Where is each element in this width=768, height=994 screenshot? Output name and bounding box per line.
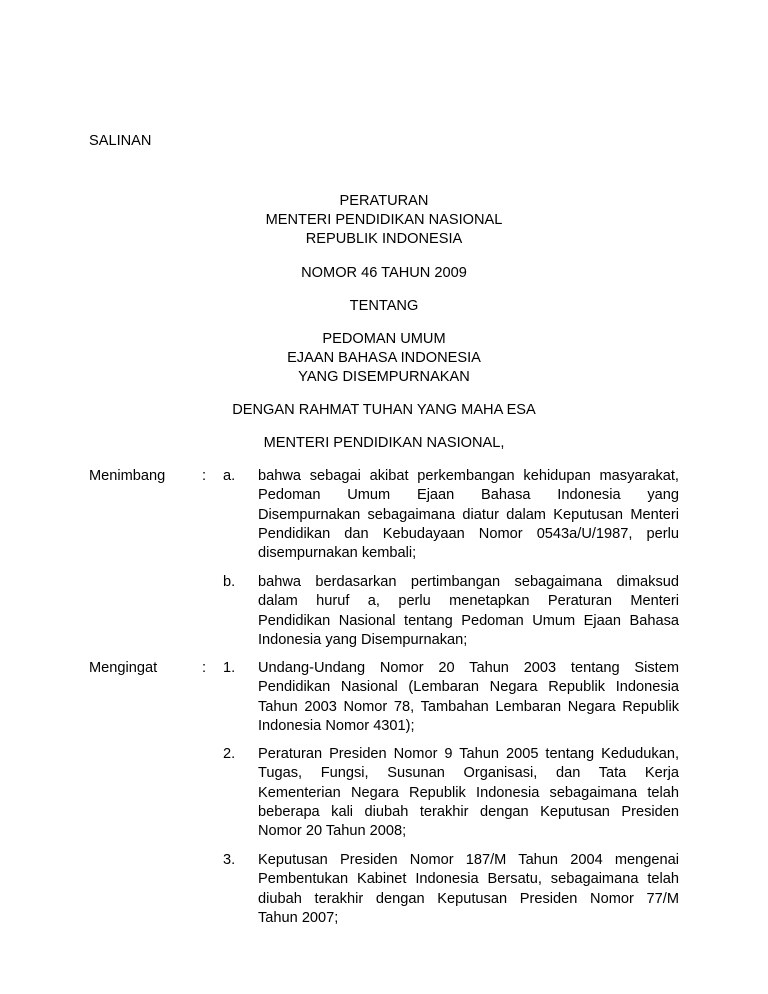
- menimbang-marker-a: a.: [223, 468, 236, 484]
- mengingat-item-1: [258, 659, 679, 736]
- para-line: beberapa kali diubah terakhir dengan Keputusan Presiden: [258, 803, 679, 820]
- para-line: bahwa berdasarkan pertimbangan sebagaimana dimaksud: [258, 574, 679, 590]
- para-line: Pembentukan Kabinet Indonesia Bersatu, sebagaimana telah: [258, 871, 679, 888]
- para-line: Keputusan Presiden Nomor 187/M Tahun 2004 mengenai: [258, 852, 679, 868]
- mengingat-label: Mengingat: [89, 660, 158, 676]
- menimbang-colon: :: [202, 468, 207, 484]
- para-line: Tahun 2003 Nomor 78, Tambahan Lembaran Negara Republik: [258, 698, 679, 715]
- para-line: Peraturan Presiden Nomor 9 Tahun 2005 tentang Kedudukan,: [258, 746, 679, 762]
- para-line: Pendidikan Nasional tentang Pedoman Umum Ejaan Bahasa: [258, 612, 679, 629]
- salinan-label: SALINAN: [89, 133, 152, 149]
- title-nomor: NOMOR 46 TAHUN 2009: [301, 265, 467, 281]
- para-line: Disempurnakan sebagaimana diatur dalam Keputusan Menteri: [258, 506, 679, 523]
- menimbang-item-b: [258, 573, 679, 650]
- para-line: diubah terakhir dengan Keputusan Presiden Nomor 77/M: [258, 890, 679, 907]
- title-subject-1: PEDOMAN UMUM: [322, 331, 446, 347]
- menteri-line: MENTERI PENDIDIKAN NASIONAL,: [263, 435, 505, 451]
- mengingat-marker-1: 1.: [223, 660, 236, 676]
- para-line: Undang-Undang Nomor 20 Tahun 2003 tentang Sistem: [258, 660, 679, 676]
- menimbang-item-a: [258, 467, 679, 563]
- para-line: Pendidikan dan Kebudayaan Nomor 0543a/U/1987, perlu: [258, 525, 679, 542]
- para-line: Kementerian Negara Republik Indonesia sebagaimana telah: [258, 784, 679, 801]
- para-line: dalam huruf a, perlu menetapkan Peraturan Menteri: [258, 593, 679, 610]
- title-line-2: MENTERI PENDIDIKAN NASIONAL: [265, 212, 503, 228]
- mengingat-marker-2: 2.: [223, 746, 236, 762]
- rahmat-line: DENGAN RAHMAT TUHAN YANG MAHA ESA: [232, 402, 536, 418]
- menimbang-label: Menimbang: [89, 468, 166, 484]
- menimbang-marker-b: b.: [223, 574, 236, 590]
- para-line: Tahun 2007;: [258, 909, 339, 926]
- para-line: Pedoman Umum Ejaan Bahasa Indonesia yang: [258, 487, 679, 504]
- mengingat-colon: :: [202, 660, 207, 676]
- title-subject-2: EJAAN BAHASA INDONESIA: [287, 350, 481, 366]
- para-line: Nomor 20 Tahun 2008;: [258, 823, 407, 840]
- para-line: Indonesia Nomor 4301);: [258, 717, 415, 734]
- title-subject-3: YANG DISEMPURNAKAN: [298, 369, 470, 385]
- mengingat-item-3: [258, 851, 679, 928]
- para-line: disempurnakan kembali;: [258, 545, 417, 562]
- para-line: bahwa sebagai akibat perkembangan kehidupan masyarakat,: [258, 468, 679, 484]
- para-line: Pendidikan Nasional (Lembaran Negara Republik Indonesia: [258, 679, 679, 696]
- title-line-1: PERATURAN: [339, 193, 429, 209]
- para-line: Tugas, Fungsi, Susunan Organisasi, dan Tata Kerja: [258, 765, 679, 782]
- mengingat-marker-3: 3.: [223, 852, 236, 868]
- mengingat-item-2: [258, 745, 679, 841]
- para-line: Indonesia yang Disempurnakan;: [258, 631, 468, 648]
- title-line-3: REPUBLIK INDONESIA: [305, 231, 463, 247]
- title-tentang: TENTANG: [349, 298, 419, 314]
